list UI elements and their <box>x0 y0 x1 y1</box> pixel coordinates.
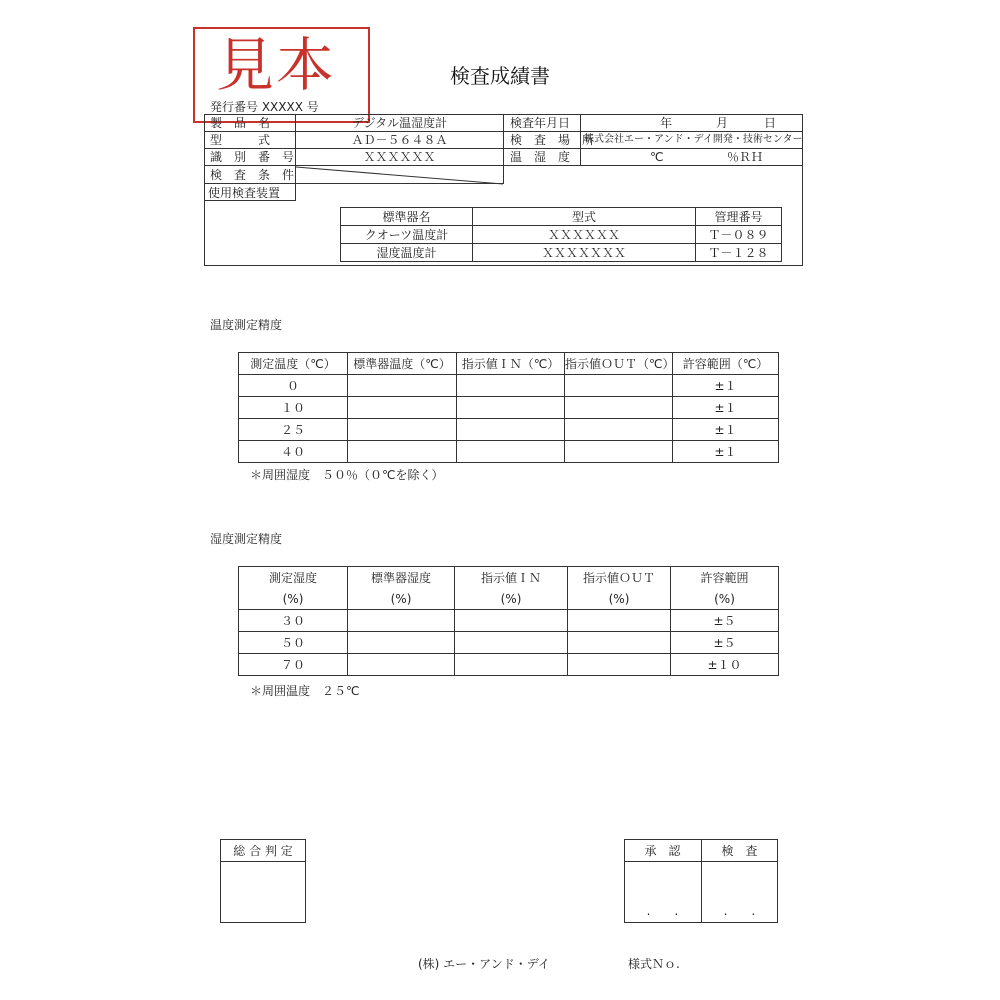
inspection-place-label: 検 査 場 所 <box>510 133 595 147</box>
table-cell <box>568 654 671 676</box>
temp-section-title: 温度測定精度 <box>210 318 283 332</box>
table-row <box>239 654 779 676</box>
humidity-table <box>238 566 779 676</box>
issue-number: 発行番号 XXXXX 号 <box>210 100 319 114</box>
env-temp-unit: ℃ <box>650 150 664 164</box>
product-name-label: 製 品 名 <box>210 116 271 130</box>
table-row <box>239 397 779 419</box>
table-cell: ２５ <box>239 419 348 441</box>
table-cell: １０ <box>239 397 348 419</box>
date-day: 日 <box>764 116 777 130</box>
temp-note: ＊周囲湿度 ５０％（０℃を除く） <box>250 468 444 482</box>
table-cell: ±１０ <box>671 654 779 676</box>
table-row <box>239 632 779 654</box>
table-cell: ±５ <box>671 632 779 654</box>
product-name-value: デジタル温湿度計 <box>351 116 448 130</box>
table-cell: ±１ <box>673 397 779 419</box>
model-value: ＡＤ－５６４８Ａ <box>351 133 448 147</box>
table-cell <box>457 441 565 463</box>
table-cell <box>565 419 673 441</box>
inspection-place-value: 株式会社エー・アンド・デイ開発・技術センター <box>584 134 803 145</box>
table-cell <box>457 419 565 441</box>
table-header-cell: 標準器湿度 <box>348 567 455 589</box>
table-cell: ４０ <box>239 441 348 463</box>
table-cell <box>348 397 457 419</box>
table-cell <box>348 441 457 463</box>
table-row <box>239 567 779 589</box>
table-header-cell: 標準器名 <box>341 208 473 226</box>
table-cell <box>455 654 568 676</box>
table-row <box>239 588 779 610</box>
table-cell: ±１ <box>673 419 779 441</box>
table-cell <box>455 632 568 654</box>
table-header-cell: (%) <box>671 588 779 610</box>
table-row <box>239 441 779 463</box>
table-cell: ＸＸＸＸＸＸＸ <box>473 244 696 262</box>
sample-stamp: 見本 <box>216 31 337 99</box>
humidity-section-title: 湿度測定精度 <box>210 532 283 546</box>
document-title: 検査成績書 <box>450 64 550 88</box>
table-cell: ７０ <box>239 654 348 676</box>
table-header-cell: 管理番号 <box>696 208 782 226</box>
table-header-cell: 許容範囲 <box>671 567 779 589</box>
table-header-cell: 許容範囲（℃） <box>673 353 779 375</box>
table-cell: ±１ <box>673 441 779 463</box>
table-row <box>239 353 779 375</box>
standards-table <box>340 207 782 262</box>
table-cell: ０ <box>239 375 348 397</box>
table-cell <box>457 397 565 419</box>
humidity-note: ＊周囲温度 ２５℃ <box>250 684 360 698</box>
footer-form-number: 様式Ｎｏ. <box>628 957 680 971</box>
judgement-label: 総 合 判 定 <box>233 844 293 858</box>
table-header-cell: 標準器温度（℃） <box>348 353 457 375</box>
table-header-cell: (%) <box>568 588 671 610</box>
table-cell <box>348 419 457 441</box>
table-cell <box>565 375 673 397</box>
inspect-date-dots: . . <box>723 904 756 918</box>
table-cell: Ｔ－１２８ <box>696 244 782 262</box>
table-cell <box>568 610 671 632</box>
id-number-value: ＸＸＸＸＸＸ <box>363 150 436 164</box>
table-cell <box>568 632 671 654</box>
temp-humidity-label: 温 湿 度 <box>510 150 571 164</box>
condition-diagonal <box>296 165 504 185</box>
table-row <box>239 419 779 441</box>
inspection-equipment-label: 使用検査装置 <box>208 186 281 200</box>
approve-label: 承 認 <box>644 844 681 858</box>
table-row <box>341 208 782 226</box>
table-header-cell: 測定湿度 <box>239 567 348 589</box>
table-row <box>239 610 779 632</box>
table-cell: Ｔ－０８９ <box>696 226 782 244</box>
table-cell <box>348 375 457 397</box>
table-cell: ±１ <box>673 375 779 397</box>
table-cell <box>348 610 455 632</box>
table-cell: ５０ <box>239 632 348 654</box>
table-row <box>239 375 779 397</box>
env-humidity-unit: ％ＲＨ <box>727 150 764 164</box>
table-row <box>341 244 782 262</box>
date-month: 月 <box>716 116 729 130</box>
table-cell <box>565 441 673 463</box>
model-label: 型 式 <box>210 133 271 147</box>
table-cell <box>348 632 455 654</box>
approve-date-dots: . . <box>646 904 679 918</box>
table-cell: ±５ <box>671 610 779 632</box>
table-header-cell: 指示値ＩＮ <box>455 567 568 589</box>
table-cell <box>565 397 673 419</box>
inspection-condition-label: 検 査 条 件 <box>210 168 295 182</box>
table-header-cell: 指示値ＩＮ（℃） <box>457 353 565 375</box>
table-cell: クオーツ温度計 <box>341 226 473 244</box>
table-header-cell: 型式 <box>473 208 696 226</box>
table-cell: ＸＸＸＸＸＸ <box>473 226 696 244</box>
id-number-label: 識 別 番 号 <box>210 150 295 164</box>
inspect-label: 検 査 <box>721 844 758 858</box>
temperature-table <box>238 352 779 463</box>
table-cell <box>455 610 568 632</box>
table-header-cell: 指示値ＯＵＴ（℃） <box>565 353 673 375</box>
table-header-cell: (%) <box>348 588 455 610</box>
inspection-date-label: 検査年月日 <box>510 116 571 130</box>
footer-company: (株) エー・アンド・デイ <box>418 957 550 971</box>
table-cell <box>457 375 565 397</box>
table-cell: ３０ <box>239 610 348 632</box>
table-cell <box>348 654 455 676</box>
table-header-cell: (%) <box>455 588 568 610</box>
table-header-cell: 指示値ＯＵＴ <box>568 567 671 589</box>
date-year: 年 <box>660 116 673 130</box>
table-cell: 湿度温度計 <box>341 244 473 262</box>
table-header-cell: 測定温度（℃） <box>239 353 348 375</box>
table-row <box>341 226 782 244</box>
table-header-cell: (%) <box>239 588 348 610</box>
